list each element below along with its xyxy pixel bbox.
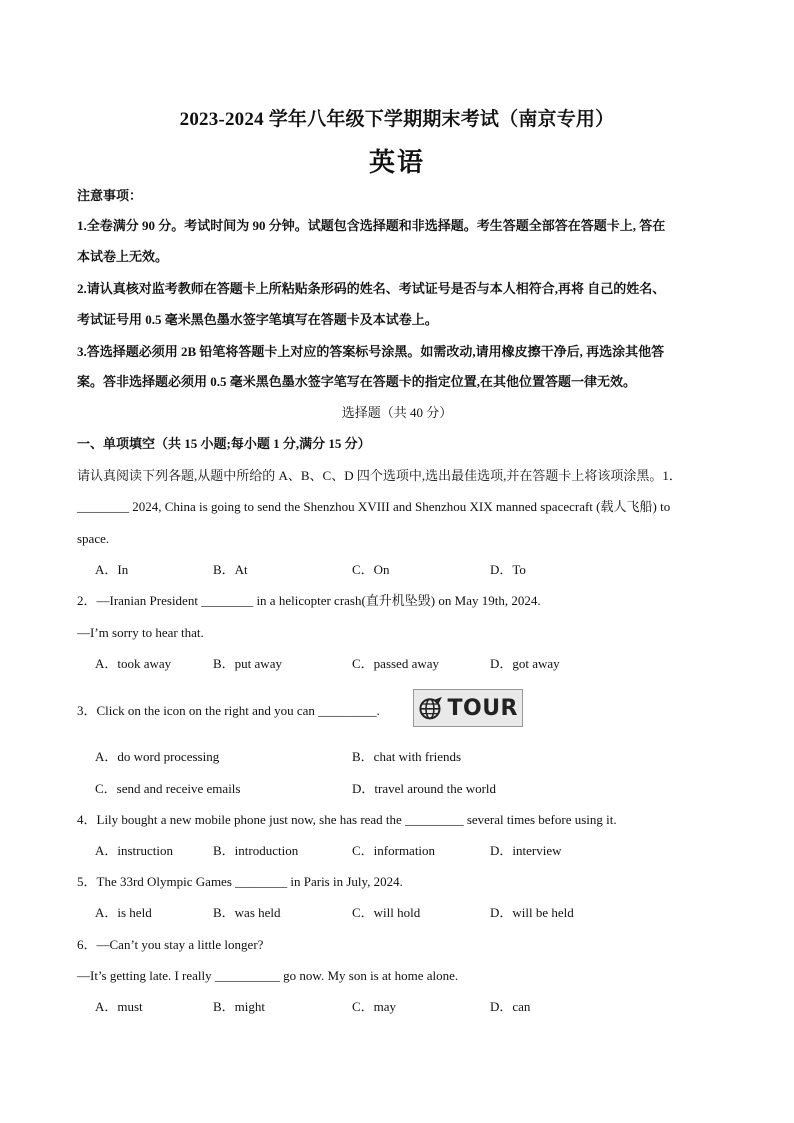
exam-title: 2023-2024 学年八年级下学期期末考试（南京专用） [179,109,615,130]
question-5-line-1: 5．The 33rd Olympic Games ________ in Paris in July, 2024. [77,874,403,889]
question-2-option-d[interactable]: D．got away [490,656,560,671]
question-6-line-2: —It’s getting late. I really __________ go now. My son is at home alone. [77,968,459,983]
question-2-line-2: —I’m sorry to hear that. [77,625,204,640]
notes-line-6: 案。答非选择题必须用 0.5 毫米黑色墨水签字笔写在答题卡的指定位置,在其他位置答题一律无效。 [77,374,637,389]
tour-label: TOUR [447,695,518,721]
question-2-option-a[interactable]: A．took away [95,656,172,671]
notes-line-1: 1.全卷满分 90 分。考试时间为 90 分钟。试题包含选择题和非选择题。考生答题全部答在答题卡上, 答在 [77,218,666,233]
part-instruction: 请认真阅读下列各题,从题中所给的 A、B、C、D 四个选项中,选出最佳选项,并在答题卡上将该项涂黑。1． [77,468,682,483]
question-4-option-b[interactable]: B．introduction [213,843,299,858]
question-1-line-1: ________ 2024, China is going to send the Shenzhou XVIII and Shenzhou XIX manned spacecraft (载人飞船) to [77,499,671,514]
question-5-option-a[interactable]: A．is held [95,905,152,920]
question-5-option-b[interactable]: B．was held [213,905,281,920]
question-2-option-b[interactable]: B．put away [213,656,282,671]
part-title: 一、单项填空（共 15 小题;每小题 1 分,满分 15 分） [77,436,371,451]
question-5-option-c[interactable]: C．will hold [352,905,421,920]
question-2-line-1: 2．—Iranian President ________ in a helicopter crash(直升机坠毁) on May 19th, 2024. [77,593,541,608]
question-2-option-c[interactable]: C．passed away [352,656,440,671]
notes-line-4: 考试证号用 0.5 毫米黑色墨水签字笔填写在答题卡及本试卷上。 [77,312,438,327]
section-title: 选择题（共 40 分） [341,405,453,420]
question-3-option-c[interactable]: C．send and receive emails [95,781,241,796]
question-5-option-d[interactable]: D．will be held [490,905,574,920]
notes-line-2: 本试卷上无效。 [77,249,169,264]
question-4-option-c[interactable]: C．information [352,843,436,858]
notes-heading: 注意事项： [77,188,143,203]
question-6-option-c[interactable]: C．may [352,999,397,1014]
question-3-option-d[interactable]: D．travel around the world [352,781,497,796]
question-6-line-1: 6．—Can’t you stay a little longer? [77,937,264,952]
question-1-option-b[interactable]: B．At [213,562,248,577]
tour-icon-image [413,689,523,727]
question-6-option-a[interactable]: A．must [95,999,143,1014]
question-3-line-1: 3．Click on the icon on the right and you can _________. [77,703,380,718]
subject-title: 英语 [368,148,425,177]
question-1-option-d[interactable]: D．To [490,562,526,577]
question-1-line-2: space. [77,531,110,546]
question-1-option-a[interactable]: A．In [95,562,129,577]
question-6-option-b[interactable]: B．might [213,999,266,1014]
question-4-option-a[interactable]: A．instruction [95,843,173,858]
question-3-option-b[interactable]: B．chat with friends [352,749,462,764]
globe-icon [418,692,443,724]
notes-line-3: 2.请认真核对监考教师在答题卡上所粘贴条形码的姓名、考试证号是否与本人相符合,再将 自己的姓名、 [77,281,666,296]
question-3-option-a[interactable]: A．do word processing [95,749,220,764]
notes-line-5: 3.答选择题必须用 2B 铅笔将答题卡上对应的答案标号涂黑。如需改动,请用橡皮擦干净后, 再选涂其他答 [77,344,665,359]
question-4-option-d[interactable]: D．interview [490,843,562,858]
question-1-option-c[interactable]: C．On [352,562,390,577]
question-6-option-d[interactable]: D．can [490,999,531,1014]
question-4-line-1: 4．Lily bought a new mobile phone just now, she has read the _________ several times before using it. [77,812,617,827]
